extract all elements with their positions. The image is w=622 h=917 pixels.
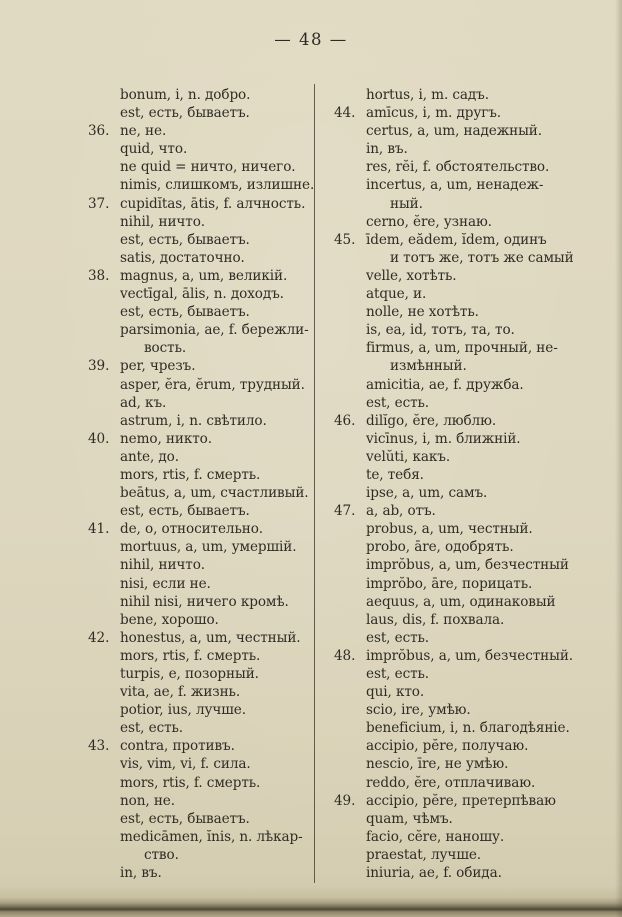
vocab-line: satis, достаточно. bbox=[120, 249, 245, 266]
vocab-line: vicīnus, i, m. ближній. bbox=[366, 430, 521, 447]
vocab-line: amicitia, ae, f. дружба. bbox=[366, 376, 524, 393]
vocab-line: in, въ. bbox=[120, 865, 162, 882]
vocab-entry bbox=[88, 737, 314, 882]
vocab-line: incertus, a, um, ненадеж- bbox=[366, 177, 544, 194]
vocab-line: hortus, i, m. садъ. bbox=[366, 87, 489, 103]
entry-number: 37. bbox=[88, 195, 110, 212]
vocab-line: velle, хотѣть. bbox=[366, 267, 457, 284]
entry-number: 45. bbox=[334, 231, 356, 248]
vocab-line: probus, a, um, честный. bbox=[366, 521, 533, 538]
vocab-line: est, есть, бываетъ. bbox=[120, 304, 250, 321]
vocab-line: вость. bbox=[144, 340, 187, 357]
vocab-line: praestat, лучше. bbox=[366, 846, 482, 863]
vocab-entry bbox=[88, 195, 314, 267]
vocab-line: is, ea, id, тотъ, та, то. bbox=[366, 322, 515, 339]
vocab-line: ipse, a, um, самъ. bbox=[366, 485, 488, 502]
vocab-line: probo, āre, одобрять. bbox=[366, 539, 514, 556]
vocab-entry bbox=[334, 647, 616, 792]
vocab-entry bbox=[88, 629, 314, 738]
vocab-line: bene, хорошо. bbox=[120, 611, 219, 628]
vocab-line: est, есть, бываетъ. bbox=[120, 503, 250, 520]
vocab-line: res, rĕi, f. обстоятельство. bbox=[366, 159, 550, 176]
vocab-line: qui, кто. bbox=[366, 684, 425, 701]
vocab-line: est, есть, бываетъ. bbox=[120, 810, 250, 827]
vocab-line: vis, vim, vi, f. сила. bbox=[120, 756, 251, 773]
vocab-line: est, есть, бываетъ. bbox=[120, 105, 250, 122]
vocab-line: nescio, īre, не умѣю. bbox=[366, 756, 509, 773]
vocab-line: in, въ. bbox=[366, 141, 408, 158]
vocab-entry bbox=[334, 412, 616, 502]
vocab-line: cerno, ĕre, узнаю. bbox=[366, 213, 492, 230]
vocab-line: parsimonia, ae, f. бережли- bbox=[120, 322, 309, 339]
vocab-line: asper, ĕra, ĕrum, трудный. bbox=[120, 376, 305, 393]
vocab-line: imprŏbus, a, um, безчестный bbox=[366, 557, 569, 574]
vocab-line: atque, и. bbox=[366, 286, 427, 303]
vocab-line: per, чрезъ. bbox=[120, 358, 196, 375]
vocab-line: scio, ire, умѣю. bbox=[366, 702, 471, 719]
vocab-line: facio, cĕre, наношу. bbox=[366, 828, 505, 845]
vocab-line: contra, противъ. bbox=[120, 738, 235, 755]
vocab-line: velŭti, какъ. bbox=[366, 448, 451, 465]
vocab-line: nemo, никто. bbox=[120, 430, 212, 447]
vocab-line: iniuria, ae, f. обида. bbox=[366, 865, 502, 882]
vocab-line: amīcus, i, m. другъ. bbox=[366, 105, 502, 122]
vocab-line: certus, a, um, надежный. bbox=[366, 123, 542, 140]
vocab-line: quid, что. bbox=[120, 141, 188, 158]
vocab-line: quam, чѣмъ. bbox=[366, 810, 453, 827]
vocab-line: laus, dis, f. похвала. bbox=[366, 611, 505, 628]
vocab-line: vita, ae, f. жизнь. bbox=[120, 684, 241, 701]
vocab-line: ne, не. bbox=[120, 123, 167, 140]
vocab-entry bbox=[334, 231, 616, 412]
entry-number: 39. bbox=[88, 358, 110, 375]
vocab-line: a, ab, отъ. bbox=[366, 503, 436, 520]
vocab-entry bbox=[88, 357, 314, 429]
vocab-line: reddo, ĕre, отплачиваю. bbox=[366, 774, 536, 791]
vocab-line: non, не. bbox=[120, 792, 175, 809]
vocab-line: īdem, eădem, ĭdem, одинъ bbox=[366, 231, 547, 248]
vocab-line: est, есть. bbox=[366, 629, 430, 646]
vocab-line: accipio, pĕre, претерпѣваю bbox=[366, 792, 556, 809]
vocab-line: beneficium, i, n. благодѣяніе. bbox=[366, 720, 570, 737]
vocab-line: mors, rtis, f. смерть. bbox=[120, 647, 261, 664]
vocab-line: est, есть. bbox=[120, 720, 184, 737]
entry-number: 40. bbox=[88, 430, 110, 447]
vocab-entry bbox=[334, 104, 616, 231]
entry-number: 49. bbox=[334, 792, 356, 809]
vocab-line: ne quid = ничто, ничего. bbox=[120, 159, 296, 176]
left-column bbox=[88, 86, 314, 882]
vocab-entry bbox=[88, 267, 314, 357]
entry-number: 44. bbox=[334, 105, 356, 122]
vocab-line: de, о, относительно. bbox=[120, 521, 264, 538]
vocab-line: medicāmen, ĭnis, n. лѣкар- bbox=[120, 828, 303, 845]
vocab-line: mortuus, a, um, умершій. bbox=[120, 539, 297, 556]
vocab-line: aequus, a, um, одинаковый bbox=[366, 593, 556, 610]
vocab-line: imprŏbus, a, um, безчестный. bbox=[366, 647, 574, 664]
vocab-line: honestus, a, um, честный. bbox=[120, 629, 301, 646]
vocab-line: astrum, i, n. свѣтило. bbox=[120, 412, 267, 429]
vocab-line: mors, rtis, f. смерть. bbox=[120, 466, 261, 483]
entry-number: 47. bbox=[334, 503, 356, 520]
vocab-line: turpis, e, позорный. bbox=[120, 666, 259, 682]
vocab-entry bbox=[334, 502, 616, 647]
vocab-line: magnus, a, um, великій. bbox=[120, 267, 288, 284]
vocab-line: ство. bbox=[144, 846, 179, 863]
vocab-entry bbox=[88, 122, 314, 194]
entry-number: 38. bbox=[88, 267, 110, 284]
entry-number: 42. bbox=[88, 629, 110, 646]
vocab-line: nihil, ничто. bbox=[120, 557, 206, 574]
vocab-line: ante, до. bbox=[120, 448, 179, 465]
vocab-line: ad, къ. bbox=[120, 394, 167, 411]
vocab-entry bbox=[88, 86, 314, 122]
entry-number: 41. bbox=[88, 521, 110, 538]
vocab-line: te, тебя. bbox=[366, 466, 424, 483]
entry-number: 43. bbox=[88, 738, 110, 755]
vocab-line: accipio, pĕre, получаю. bbox=[366, 738, 529, 755]
vocab-line: nimis, слишкомъ, излишне. bbox=[120, 177, 315, 194]
vocab-line: bonum, i, n. добро. bbox=[120, 87, 251, 103]
vocab-line: nihil, ничто. bbox=[120, 213, 206, 230]
vocab-entry bbox=[334, 792, 616, 882]
vocab-line: измѣнный. bbox=[390, 358, 467, 375]
vocab-entry bbox=[88, 520, 314, 629]
vocab-line: mors, rtis, f. смерть. bbox=[120, 774, 261, 791]
vocab-line: est, есть. bbox=[366, 394, 430, 411]
vocab-line: beātus, a, um, счастливый. bbox=[120, 485, 309, 502]
entry-number: 36. bbox=[88, 123, 110, 140]
vocab-line: nihil nisi, ничего кромѣ. bbox=[120, 593, 289, 610]
vocab-line: est, есть, бываетъ. bbox=[120, 231, 250, 248]
entry-number: 48. bbox=[334, 647, 356, 664]
entry-number: 46. bbox=[334, 412, 356, 429]
vocab-line: nolle, не хотѣть. bbox=[366, 304, 479, 321]
vocab-line: imprŏbo, āre, порицать. bbox=[366, 575, 533, 592]
right-column bbox=[334, 86, 616, 882]
page-bottom-edge bbox=[0, 885, 622, 917]
vocab-line: dilĭgo, ĕre, люблю. bbox=[366, 412, 497, 429]
vocab-entry bbox=[88, 430, 314, 520]
vocab-line: firmus, a, um, прочный, не- bbox=[366, 340, 558, 357]
column-divider bbox=[314, 84, 315, 883]
vocab-line: est, есть. bbox=[366, 666, 430, 682]
vocab-line: vectīgal, ālis, n. доходъ. bbox=[120, 286, 284, 303]
vocab-line: nisi, если не. bbox=[120, 575, 211, 592]
vocab-line: и тотъ же, тотъ же самый bbox=[390, 249, 574, 266]
vocab-line: ный. bbox=[390, 195, 423, 212]
page-number: — 48 — bbox=[274, 30, 348, 49]
vocab-line: cupidĭtas, ātis, f. алчность. bbox=[120, 195, 306, 212]
vocab-line: potior, ius, лучше. bbox=[120, 702, 246, 719]
vocab-entry bbox=[334, 86, 616, 104]
